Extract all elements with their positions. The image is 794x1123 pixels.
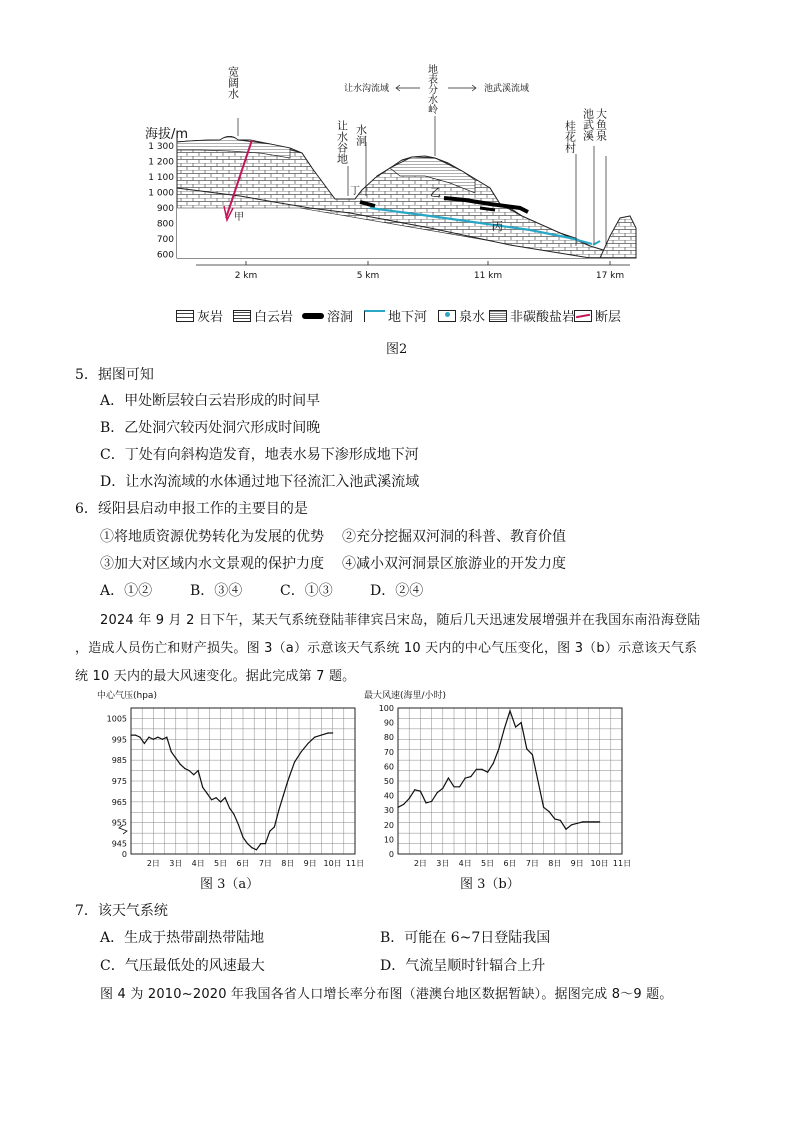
chart-b-x-tick-label: 4日 [458,859,472,868]
fig2-label-kuankuo: 宽阔水 [226,66,240,99]
chart-a-x-tick-label: 11日 [345,859,365,868]
fig2-label-guihua: 桂花村 [563,120,577,153]
river-icon [364,310,385,322]
legend-label: 断层 [595,310,622,325]
question-6-choice-d[interactable]: D．②④ [370,583,424,599]
question-5-option-b[interactable]: B．乙处洞穴较丙处洞穴形成时间晚 [100,420,321,436]
chart-a-x-tick-label: 2日 [146,859,160,868]
chart-a-y-tick-label: 965 [111,797,127,807]
chart-b-x-tick-label: 2日 [413,859,427,868]
question-7-option-b[interactable]: B．可能在 6~7日登陆我国 [380,930,551,946]
fig2-y-title: 海拔/m [145,127,189,142]
fig2-label-left-basin: 让水沟流域 [344,84,390,94]
legend-cave [302,306,353,325]
question-7-option-d[interactable]: D．气流呈顺时针辐合上升 [380,958,546,974]
question-6-item-1: ①将地质资源优势转化为发展的优势 [100,529,324,545]
chart-a-x-tick-label: 7日 [258,859,272,868]
question-6-item-3: ③加大对区域内水文景观的保护力度 [100,556,324,572]
figure-3a-caption: 图 3（a） [200,877,260,892]
fig2-y-tick-label: 700 [156,235,174,245]
chart-b-x-tick-label: 11日 [612,859,632,868]
legend-limestone [176,306,223,325]
chart-b-y-tick-label: 40 [383,791,394,801]
figure-2-caption: 图2 [386,342,408,357]
fig2-y-tick-label: 1 100 [148,173,174,183]
chart-a-ylabel: 中心气压(hpa) [97,691,157,701]
chart-b-y-tick-label: 80 [383,733,394,743]
figure-3a-pressure-chart [95,686,370,868]
chart-a-x-tick-label: 9日 [303,859,317,868]
fig2-label-ding: 丁 [350,186,360,197]
fig2-label-jia: 甲 [234,212,244,223]
legend-label: 溶洞 [327,310,354,325]
fig2-y-tick-label: 800 [156,219,174,230]
passage-line-1: 2024 年 9 月 2 日下午，某天气系统登陆菲律宾吕宋岛，随后几天迅速发展增强并在我国东南沿海登陆 [100,613,701,628]
chart-b-y-tick-label: 0 [388,850,394,859]
chart-b-x-tick-label: 8日 [548,859,562,868]
legend-underground-river [364,306,427,325]
passage-line-2: ，造成人员伤亡和财产损失。图 3（a）示意该天气系统 10 天内的中心气压变化，图 3（b）示意该天气系 [75,641,698,656]
passage-line-3: 统 10 天内的最大风速变化。据此完成第 7 题。 [75,669,356,684]
fault-icon [574,310,592,322]
chart-a-x-tick-label: 8日 [281,859,295,868]
chart-b-x-tick-label: 7日 [525,859,539,868]
chart-a-x-tick-label: 6日 [236,859,250,868]
question-6-item-2: ②充分挖掘双河洞的科普、教育价值 [342,529,566,545]
chart-b-y-tick-label: 70 [383,747,394,757]
chart-a-x-tick-label: 4日 [191,859,205,868]
question-5-option-c[interactable]: C．丁处有向斜构造发育，地表水易下渗形成地下河 [100,447,419,463]
chart-a-y-tick-label: 0 [121,850,127,859]
legend-label: 非碳酸盐岩 [510,310,576,325]
noncarbonate-icon [489,310,507,322]
cave-icon [302,313,324,319]
chart-b-x-tick-label: 6日 [503,859,517,868]
legend-label: 泉水 [459,310,486,325]
chart-b-x-tick-label: 3日 [436,859,450,868]
dolomite-icon [233,310,251,322]
fig2-y-tick-label: 900 [156,204,174,214]
legend-label: 地下河 [388,310,428,325]
legend-spring [438,306,485,325]
figure-3b-caption: 图 3（b） [460,877,520,892]
chart-a-x-tick-label: 3日 [169,859,183,868]
legend-fault [574,306,621,325]
fig2-y-tick-label: 1 300 [148,142,174,152]
fig2-label-right-basin: 池武溪流域 [484,84,530,94]
legend-dolomite [233,306,293,325]
chart-b-x-tick-label: 9日 [570,859,584,868]
chart-a-y-tick-label: 1005 [106,714,127,724]
chart-a-y-tick-label: 995 [111,735,127,745]
chart-b-x-tick-label: 5日 [481,859,495,868]
chart-a-y-tick-label: 975 [111,777,127,786]
chart-b-y-tick-label: 100 [378,704,394,713]
fig2-x-tick-label: 11 km [473,271,503,281]
question-7-stem: 7．该天气系统 [75,903,168,919]
limestone-icon [176,310,194,322]
fig2-x-tick-label: 5 km [356,271,380,281]
chart-a-x-tick-label: 5日 [214,859,228,868]
chart-b-y-tick-label: 20 [383,820,394,830]
chart-b-ylabel: 最大风速(海里/小时) [364,691,447,701]
question-6-choice-a[interactable]: A．①② [100,583,153,599]
chart-b-y-tick-label: 60 [383,762,394,772]
chart-a-y-tick-label: 985 [111,756,127,766]
question-6-choice-c[interactable]: C．①③ [280,583,333,599]
footer-passage: 图 4 为 2010~2020 年我国各省人口增长率分布图（港澳台地区数据暂缺）。据图完成 8～9 题。 [100,987,673,1002]
fig2-label-rangshui-valley: 让水谷地 [335,120,349,164]
figure-3b-windspeed-chart [362,686,637,868]
fig2-y-tick-label: 1 200 [148,157,174,168]
fig2-x-tick-label: 17 km [595,271,625,281]
fig2-label-dayuquan: 大鱼泉 [594,108,608,141]
fig2-label-divide: 地表分水岭 [425,64,437,114]
fig2-label-yi: 乙 [430,186,441,199]
question-6-item-4: ④减小双河洞景区旅游业的开发力度 [342,556,566,572]
chart-b-y-tick-label: 90 [383,718,394,728]
fig2-label-chiwuxi: 池武溪 [581,108,595,141]
legend-label: 白云岩 [254,310,294,325]
question-6-choice-b[interactable]: B．③④ [190,583,243,599]
spring-icon [438,310,456,322]
fig2-label-shuidong: 水洞 [354,124,368,146]
fig2-x-tick-label: 2 km [234,271,258,281]
chart-a-y-tick-label: 955 [111,818,127,828]
chart-b-y-tick-label: 30 [383,806,394,816]
question-6-stem: 6．绥阳县启动申报工作的主要目的是 [75,501,308,517]
chart-b-x-tick-label: 10日 [590,859,609,868]
legend-noncarbonate [489,306,575,325]
figure-2-cross-section [130,58,640,303]
fig2-y-tick-label: 1 000 [148,188,174,199]
question-7-option-a[interactable]: A．生成于热带副热带陆地 [100,930,265,946]
chart-b-y-tick-label: 50 [383,777,394,786]
chart-a-y-tick-label: 945 [111,839,127,849]
chart-b-y-tick-label: 10 [383,835,394,845]
chart-a-x-tick-label: 10日 [323,859,342,868]
question-5-option-d[interactable]: D．让水沟流域的水体通过地下径流汇入池武溪流域 [100,474,420,490]
fig2-label-bing: 丙 [492,220,503,233]
question-5-stem: 5．据图可知 [75,367,154,383]
fig2-y-tick-label: 600 [156,250,174,261]
legend-label: 灰岩 [197,310,224,325]
question-5-option-a[interactable]: A．甲处断层较白云岩形成的时间早 [100,393,321,409]
question-7-option-c[interactable]: C．气压最低处的风速最大 [100,958,265,974]
